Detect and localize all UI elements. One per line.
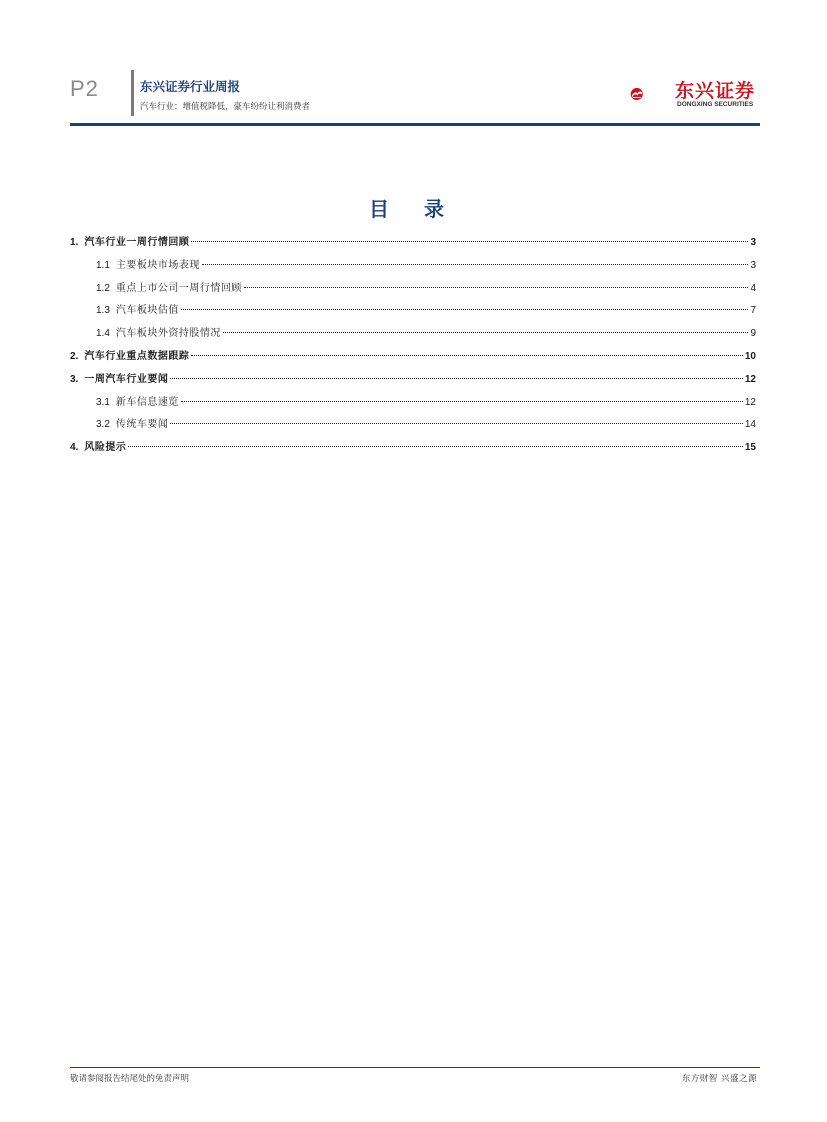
toc-leader-dots (170, 423, 742, 424)
logo-name-cn: 东兴证券 (675, 80, 756, 102)
footer-rule (70, 1067, 760, 1068)
toc-entry-page: 7 (750, 305, 756, 317)
toc-entry-page: 15 (744, 442, 756, 454)
toc-entry-number: 3.2 (96, 419, 110, 431)
toc-entry-page: 3 (750, 259, 756, 271)
toc-leader-dots (223, 332, 749, 333)
toc-entry-page: 12 (744, 396, 756, 408)
report-title: 东兴证券行业周报 (140, 79, 241, 94)
toc-entry[interactable] (70, 346, 756, 369)
report-subtitle: 汽车行业：增值税降低，豪车纷纷让利消费者 (140, 102, 311, 112)
toc-entry[interactable] (70, 255, 756, 278)
toc-entry-page: 9 (750, 328, 756, 340)
toc-entry-label: 汽车行业重点数据跟踪 (84, 350, 190, 362)
toc-entry-number: 3. (70, 373, 79, 385)
footer-slogan: 东方财智 兴盛之源 (681, 1074, 757, 1084)
toc-entry-label: 汽车行业一周行情回顾 (84, 237, 190, 248)
toc-leader-dots (202, 264, 749, 265)
toc-leader-dots (128, 446, 743, 447)
toc-leader-dots (181, 401, 743, 402)
toc-entry-label: 汽车板块估值 (115, 305, 179, 317)
footer-disclaimer: 敬请参阅报告结尾处的免责声明 (70, 1074, 190, 1084)
toc-leader-dots (244, 287, 749, 288)
toc-entry-label: 传统车要闻 (115, 419, 169, 431)
toc-entry[interactable] (70, 232, 756, 255)
toc-entry[interactable] (70, 323, 756, 346)
toc-entry-page: 3 (750, 237, 756, 248)
toc-entry-page: 14 (744, 419, 756, 431)
toc-entry[interactable] (70, 414, 756, 437)
toc-entry-number: 1.4 (96, 328, 110, 340)
toc-entry[interactable] (70, 278, 756, 301)
header-divider (131, 70, 134, 116)
toc-entry-label: 主要板块市场表现 (115, 259, 200, 271)
toc-entry-label: 汽车板块外资持股情况 (115, 328, 221, 340)
toc-entry-number: 1.3 (96, 305, 110, 317)
toc-entry-number: 1.2 (96, 282, 110, 294)
logo-name-en: DONGXING SECURITIES (677, 101, 754, 108)
toc-leader-dots (191, 241, 748, 242)
toc-leader-dots (170, 378, 743, 379)
toc-leader-dots (191, 355, 743, 356)
toc-title: 目 录 (369, 197, 458, 221)
table-of-contents (70, 232, 756, 460)
toc-entry-number: 1. (70, 237, 79, 248)
toc-entry-number: 4. (70, 442, 79, 454)
toc-entry-number: 1.1 (96, 259, 110, 271)
toc-entry[interactable] (70, 300, 756, 323)
toc-entry-page: 12 (744, 373, 756, 385)
toc-entry-page: 4 (750, 282, 756, 294)
toc-entry-page: 10 (744, 350, 756, 362)
toc-entry-label: 一周汽车行业要闻 (84, 373, 169, 385)
toc-entry-label: 重点上市公司一周行情回顾 (115, 282, 242, 294)
toc-entry-label: 风险提示 (84, 442, 127, 454)
toc-entry-number: 3.1 (96, 396, 110, 408)
toc-leader-dots (181, 309, 749, 310)
page-number: P2 (70, 76, 99, 101)
header-rule (70, 123, 760, 126)
dongxing-logo-icon (630, 74, 674, 114)
toc-entry-number: 2. (70, 350, 79, 362)
toc-entry[interactable] (70, 392, 756, 415)
toc-entry[interactable] (70, 437, 756, 460)
toc-entry-label: 新车信息速览 (115, 396, 179, 408)
toc-entry[interactable] (70, 369, 756, 392)
